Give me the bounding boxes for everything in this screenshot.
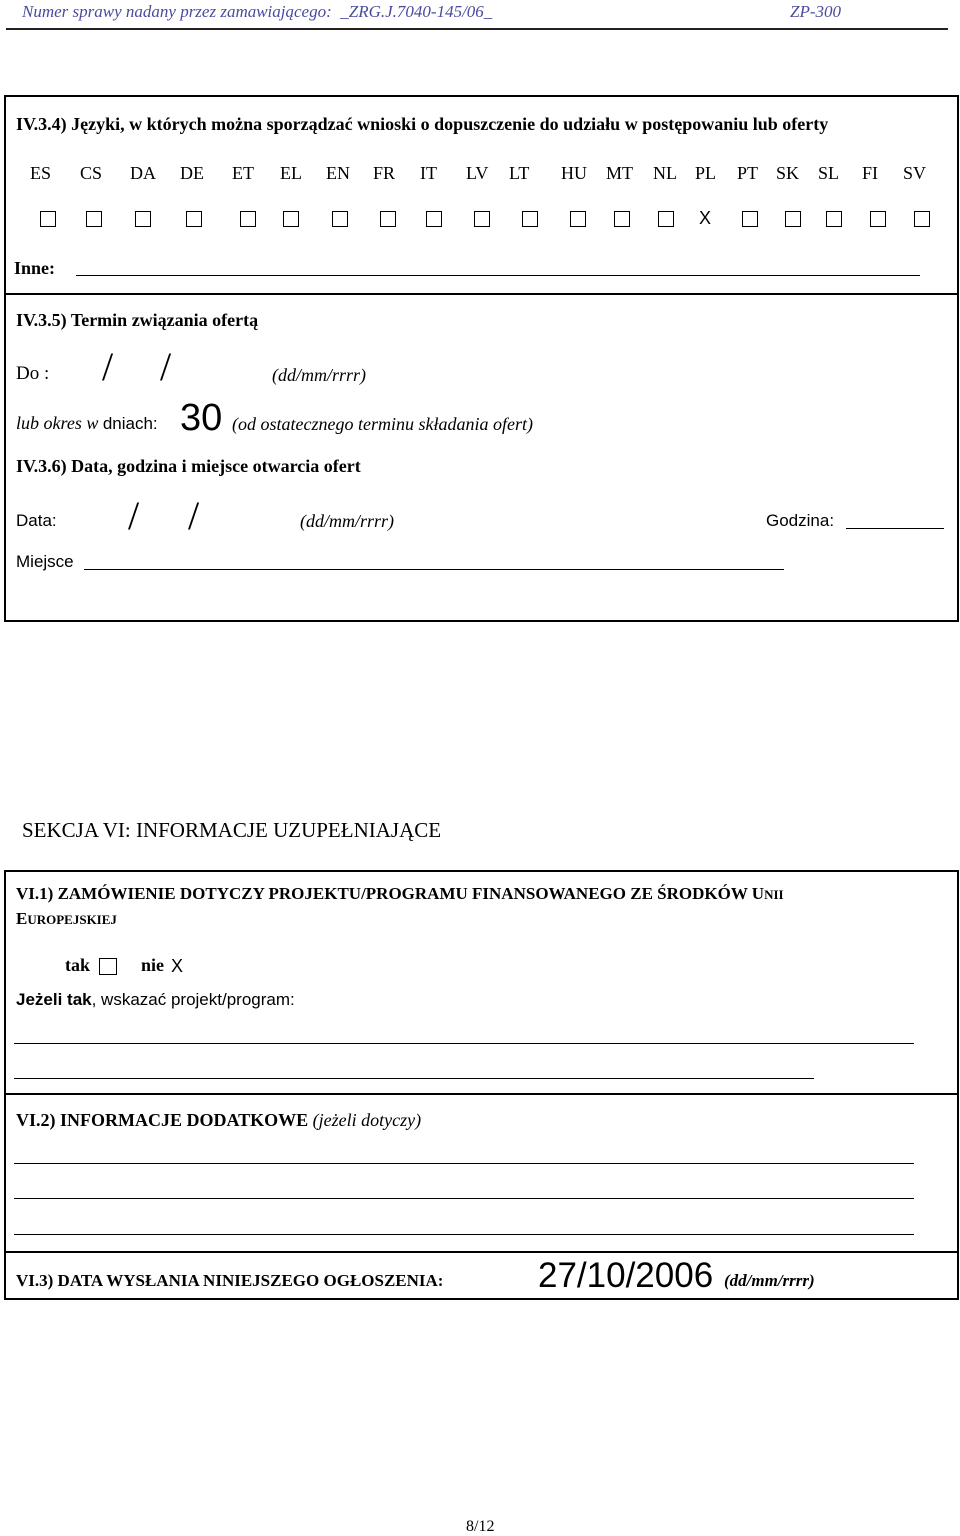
iv35-date-slash-1: / (102, 344, 114, 389)
language-checkbox-mt[interactable] (614, 211, 630, 227)
language-code-en: EN (326, 163, 350, 183)
language-code-lt: LT (509, 163, 530, 183)
iv36-time-label: Godzina: (766, 511, 835, 530)
iv36-date-slash-2: / (188, 493, 200, 538)
iv35-days-value: 30 (180, 397, 223, 439)
iv35-title-text: IV.3.5) Termin związania ofertą (16, 310, 259, 330)
header-form-code: ZP-300 (790, 2, 841, 21)
iv35-title (16, 310, 258, 331)
language-code-el: EL (280, 163, 302, 183)
language-checkbox-lt[interactable] (522, 211, 538, 227)
language-code-lv: LV (466, 163, 489, 183)
language-code-sk: SK (776, 163, 800, 183)
vi3-label-rest: ATA WYSŁANIA NINIEJSZEGO OGŁOSZENIA: (69, 1271, 444, 1290)
vi1-project-field-2[interactable] (14, 1078, 814, 1079)
vi1-prefix: VI.1) (16, 884, 58, 903)
language-code-da: DA (130, 163, 156, 183)
vi2-note: (jeżeli dotyczy) (312, 1110, 422, 1130)
vi2-info-field-2[interactable] (14, 1198, 914, 1199)
vi2-info-field-1[interactable] (14, 1163, 914, 1164)
iv35-do-label: Do : (16, 363, 50, 384)
language-code-es: ES (30, 163, 52, 183)
other-languages-field[interactable] (76, 275, 920, 276)
iv36-time-field[interactable] (846, 528, 944, 529)
language-checkbox-pl[interactable]: X (699, 208, 712, 228)
iv35-date-slash-2: / (160, 344, 172, 389)
language-checkbox-cs[interactable] (86, 211, 102, 227)
iv35-days-label: dniach: (102, 414, 158, 433)
vi1-project-field-1[interactable] (14, 1043, 914, 1044)
language-code-nl: NL (653, 163, 677, 183)
vi2-info-field-3[interactable] (14, 1234, 914, 1235)
vi1-yes-label: tak (65, 955, 91, 975)
language-code-hu: HU (561, 163, 587, 183)
iv36-place-label: Miejsce (16, 552, 74, 571)
vi1-if-yes-bold: Jeżeli tak (16, 990, 92, 1009)
language-checkbox-et[interactable] (240, 211, 256, 227)
iv36-place-field[interactable] (84, 569, 784, 570)
language-checkbox-en[interactable] (332, 211, 348, 227)
iv36-date-format: (dd/mm/rrrr) (300, 511, 395, 531)
iv36-date-slash-1: / (128, 493, 140, 538)
page-number: 8/12 (466, 1518, 495, 1535)
vi1-title (16, 884, 784, 904)
language-checkbox-fr[interactable] (380, 211, 396, 227)
header-left-text: Numer sprawy nadany przez zamawiającego: (22, 2, 341, 21)
vi1-if-yes (16, 990, 295, 1010)
vi1-no-mark[interactable]: X (171, 956, 184, 976)
header-rule (6, 28, 948, 30)
vi2-separator (4, 1251, 959, 1253)
iv35-days-note: (od ostatecznego terminu składania ofert) (232, 414, 533, 434)
vi1-line1-tail: NII (764, 887, 784, 902)
iv36-date-label: Data: (16, 511, 57, 530)
vi1-no-label: nie (141, 955, 165, 975)
vi2-title-text: VI.2) INFORMACJE DODATKOWE (16, 1110, 309, 1130)
language-code-mt: MT (606, 163, 633, 183)
vi1-separator (4, 1093, 959, 1095)
language-code-pt: PT (737, 163, 759, 183)
vi1-line1: ZAMÓWIENIE DOTYCZY PROJEKTU/PROGRAMU FINANSOWANEGO ZE ŚRODKÓW U (57, 884, 765, 903)
language-checkbox-it[interactable] (426, 211, 442, 227)
vi3-date-format: (dd/mm/rrrr) (724, 1271, 815, 1290)
vi1-line2-rest: UROPEJSKIEJ (27, 912, 117, 927)
header-case-label (22, 2, 492, 22)
iv35-or-period: lub okres w (16, 413, 99, 433)
language-code-et: ET (232, 163, 254, 183)
language-checkbox-da[interactable] (135, 211, 151, 227)
language-checkbox-hu[interactable] (570, 211, 586, 227)
language-code-pl: PL (695, 163, 717, 183)
language-code-fr: FR (373, 163, 396, 183)
iv36-title: IV.3.6) Data, godzina i miejsce otwarcia ofert (16, 456, 361, 476)
language-code-it: IT (420, 163, 437, 183)
vi3-prefix: VI.3) D (16, 1271, 70, 1290)
language-code-sl: SL (818, 163, 840, 183)
section-vi-box (4, 870, 959, 1300)
language-code-fi: FI (862, 163, 879, 183)
language-checkbox-el[interactable] (283, 211, 299, 227)
language-checkbox-nl[interactable] (658, 211, 674, 227)
header-case-number: _ZRG.J.7040-145/06_ (340, 2, 493, 21)
other-languages-label: Inne: (14, 258, 56, 278)
vi2-title (16, 1110, 421, 1131)
language-checkbox-sv[interactable] (914, 211, 930, 227)
language-checkbox-sl[interactable] (826, 211, 842, 227)
vi1-yes-checkbox[interactable] (99, 958, 117, 975)
language-checkbox-sk[interactable] (785, 211, 801, 227)
vi1-line2-first: E (16, 909, 28, 928)
vi1-if-yes-rest: , wskazać projekt/program: (91, 990, 295, 1009)
language-checkbox-pt[interactable] (742, 211, 758, 227)
iv34-title: IV.3.4) Języki, w których można sporządzać wnioski o dopuszczenie do udziału w postępowaniu lub oferty (16, 114, 829, 134)
vi3-date-value: 27/10/2006 (538, 1256, 714, 1295)
language-code-sv: SV (903, 163, 927, 183)
language-checkbox-es[interactable] (40, 211, 56, 227)
language-code-cs: CS (80, 163, 103, 183)
language-checkbox-lv[interactable] (474, 211, 490, 227)
section-vi-title: SEKCJA VI: INFORMACJE UZUPEŁNIAJĄCE (22, 818, 442, 842)
language-checkbox-fi[interactable] (870, 211, 886, 227)
iv35-period-label (16, 413, 158, 434)
iv35-date-format: (dd/mm/rrrr) (272, 365, 367, 385)
vi1-title-line2 (16, 909, 117, 929)
vi3-label (16, 1271, 443, 1291)
language-checkbox-de[interactable] (186, 211, 202, 227)
language-code-de: DE (180, 163, 204, 183)
